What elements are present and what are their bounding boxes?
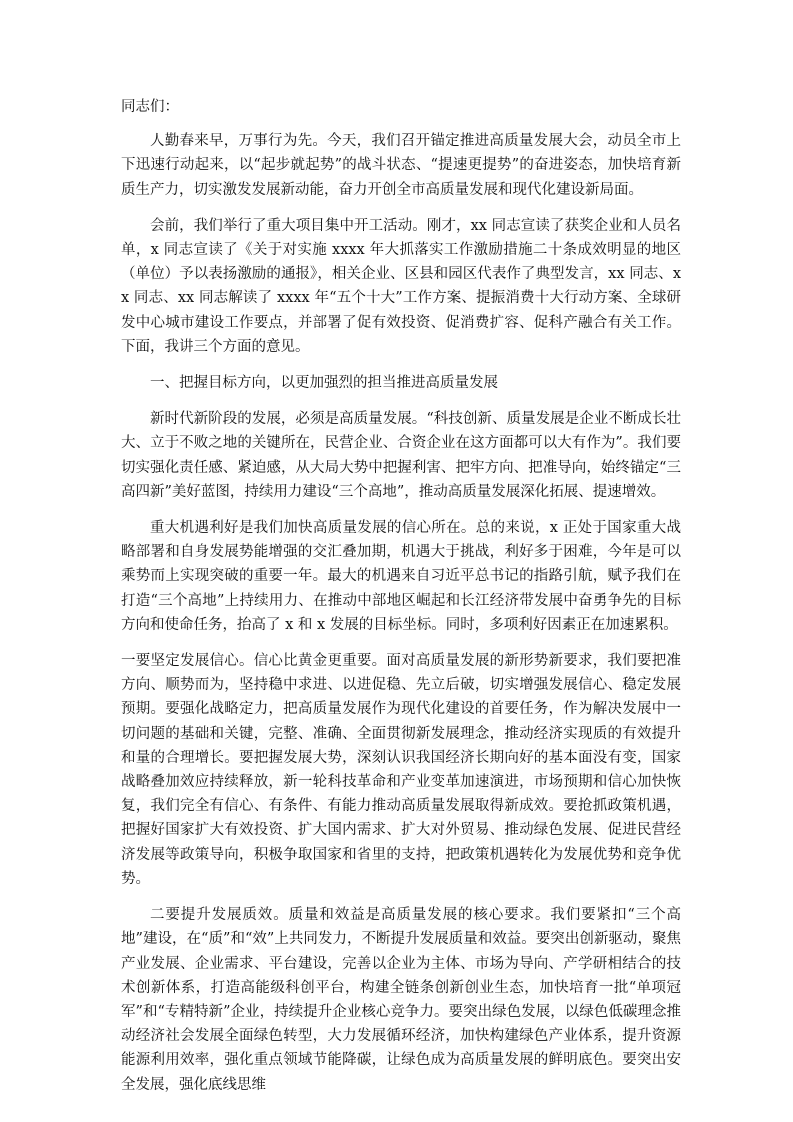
- paragraph-new-era: 新时代新阶段的发展，必须是高质量发展。“科技创新、质量发展是企业不断成长壮大、立于不败之地的关键所在，民营企业、合资企业在这方面都可以大有作为”。我们要切实强化责任感、紧迫感，从大局大势中把握利害、把牢方向、把准导向，始终锚定“三高四新”美好蓝图，持续用力建设“三个高地”，推动高质量发展深化拓展、提速增效。: [121, 411, 681, 500]
- paragraph-quality: 二要提升发展质效。质量和效益是高质量发展的核心要求。我们要紧扣“三个高地”建设，在“质”和“效”上共同发力，不断提升发展质量和效益。要突出创新驱动，聚焦产业发展、企业需求、平台建设，完善以企业为主体、市场为导向、产学研相结合的技术创新体系，打造高能级科创平台，构建全链条创新创业生态，加快培育一批“单项冠军”和“专精特新”企业，持续提升企业核心竞争力。要突出绿色发展，以绿色低碳理念推动经济社会发展全面绿色转型，大力发展循环经济，加快构建绿色产业体系，提升资源能源利用效率，强化重点领域节能降碳，让绿色成为高质量发展的鲜明底色。要突出安全发展，强化底线思维: [121, 907, 681, 1093]
- paragraph-intro: 人勤春来早，万事行为先。今天，我们召开锚定推进高质量发展大会，动员全市上下迅速行动起来，以“起步就起势”的战斗状态、“提速更提势”的奋进姿态，加快培育新质生产力，切实激发发展新动能，奋力开创全市高质量发展和现代化建设新局面。: [121, 133, 681, 198]
- document-body: [121, 95, 681, 1109]
- paragraph-opportunities: 重大机遇利好是我们加快高质量发展的信心所在。总的来说，x 正处于国家重大战略部署和自身发展势能增强的交汇叠加期，机遇大于挑战，利好多于困难，今年是可以乘势而上实现突破的重要一年。最大的机遇来自习近平总书记的指路引航，赋予我们在打造“三个高地”上持续用力、在推动中部地区崛起和长江经济带发展中奋勇争先的目标方向和使命任务，抬高了 x 和 x 发展的目标坐标。同时，多项利好因素正在加速累积。: [121, 520, 681, 633]
- paragraph-meeting-review: 会前，我们举行了重大项目集中开工活动。刚才，xx 同志宣读了获奖企业和人员名单，x 同志宣读了《关于对实施 xxxx 年大抓落实工作激励措施二十条成效明显的地区（单位）予以表扬激励的通报》，相关企业、区县和园区代表作了典型发言，xx 同志、xx 同志、xx 同志解读了 xxxx 年“五个十大”工作方案、提振消费十大行动方案、全球研发中心城市建设工作要点，并部署了促有效投资、促消费扩容、促科产融合有关工作。下面，我讲三个方面的意见。: [121, 217, 681, 355]
- greeting-line: 同志们：: [121, 99, 179, 115]
- paragraph-confidence: 一要坚定发展信心。信心比黄金更重要。面对高质量发展的新形势新要求，我们要把准方向、顺势而为，坚持稳中求进、以进促稳、先立后破，切实增强发展信心、稳定发展预期。要强化战略定力，把高质量发展作为现代化建设的首要任务，作为解决发展中一切问题的基础和关键，完整、准确、全面贯彻新发展理念，推动经济实现质的有效提升和量的合理增长。要把握发展大势，深刻认识我国经济长期向好的基本面没有变，国家战略叠加效应持续释放，新一轮科技革命和产业变革加速演进，市场预期和信心加快恢复，我们完全有信心、有条件、有能力推动高质量发展取得新成效。要抢抓政策机遇，把握好国家扩大有效投资、扩大国内需求、扩大对外贸易、推动绿色发展、促进民营经济发展等政策导向，积极争取国家和省里的支持，把政策机遇转化为发展优势和竞争优势。: [121, 653, 681, 887]
- section-heading-one: 一、把握目标方向，以更加强烈的担当推进高质量发展: [150, 375, 498, 392]
